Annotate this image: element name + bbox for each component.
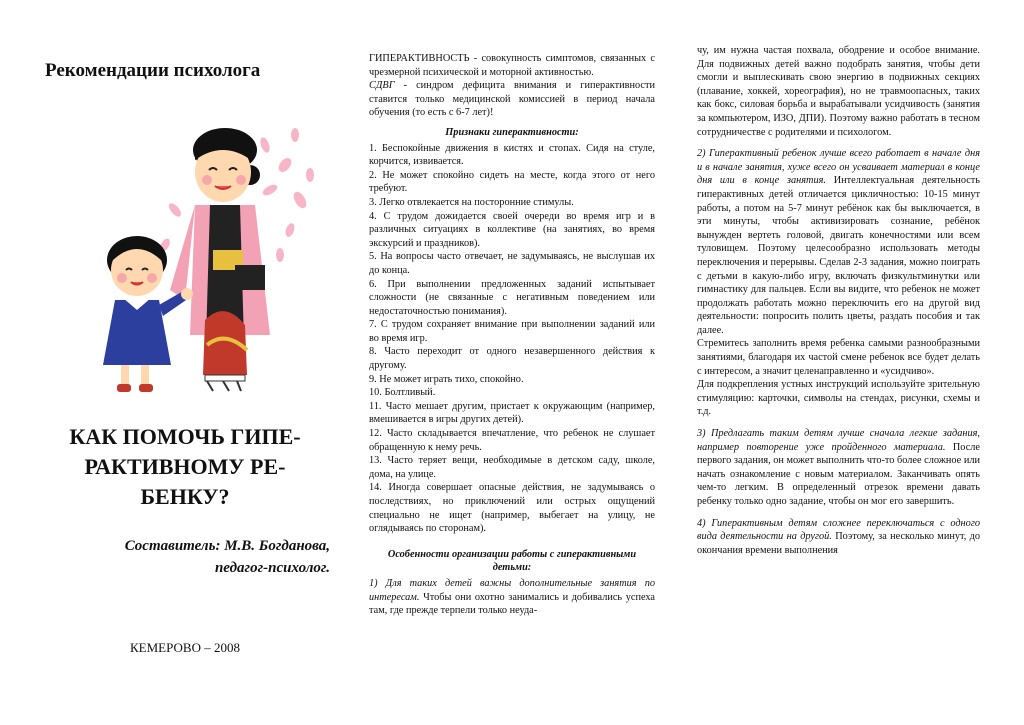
recommendation-3-body: После первого задания, он может выполнить что-то более сложное или начать ознакомление с новым материалом. Заканчивать опять чем-то легким. В определенный отрезок времени давать ребенку только одно задание, чтобы он мог его завершить. xyxy=(697,441,980,507)
list-item: 6. При выполнении предложенных заданий испытывает сложности (не связанные с негативным поведением или недостаточностью понимания). xyxy=(369,278,655,317)
author-line: педагог-психолог. xyxy=(214,560,330,576)
city-year: КЕМЕРОВО – 2008 xyxy=(130,640,240,655)
list-item: 13. Часто теряет вещи, необходимые в детском саду, школе, дома, на улице. xyxy=(369,455,655,480)
paragraph: Для подкрепления устных инструкций используйте зрительную стимуляцию: карточки, символы на стендах, рисунки, схемы и т.д. xyxy=(697,379,980,418)
recommendation-1-continued: чу, им нужна частая похвала, ободрение и особое внимание. Для подвижных детей важно подобрать занятия, чтобы дети смогли и выплескивать свою энергию в подвижных секциях (плавание, хоккей, хореография), но не травмоопасных, таких как бокс, силовая борьба и вырабатывали усидчивость (занятия за компьютером, ИЗО, ДПИ). Поэтому важно работать в тесном сотрудничестве с родителями и психологом. xyxy=(697,45,980,138)
author-block xyxy=(75,535,330,579)
recommendation-4 xyxy=(697,517,980,558)
list-item: 12. Часто складывается впечатление, что ребенок не слушает обращенную к нему речь. xyxy=(369,428,655,453)
list-item: 1. Беспокойные движения в кистях и стопах. Сидя на стуле, корчится, извивается. xyxy=(369,142,655,168)
list-item: 4. С трудом дожидается своей очереди во время игр и в различных ситуациях в коллективе (на занятиях, во время экскурсий и праздников). xyxy=(369,210,655,249)
mother-and-child-illustration xyxy=(95,120,325,410)
recommendation-2 xyxy=(697,147,980,337)
mother-figure xyxy=(170,128,270,391)
list-item: 14. Иногда совершает опасные действия, не задумываясь о последствиях, но приключений или острых ощущений специально не ищет (например, выбегает на улицу, не оглядываясь по сторонам). xyxy=(369,482,655,535)
recommendation-2-body: Интеллектуальная деятельность гиперактивных детей отличается цикличностью: 10-15 минут работы, а потом на 5-7 минут ребёнок как бы выключается, в эти минуты, чтобы активизировать сознание, ребёнок вынужден вертеть головой, двигать конечностями или всем туловищем. Поэтому целесообразно использовать методы переключения и перерывы. Сделав 2-3 задания, можно поиграть с детьми в какую-либо игру, включать физкультминутки или гимнастику для пальцев. Если вы видите, что ребенок не может продолжать работать можно переключить его на другой вид деятельности: попросить полить цветы, раздать пособия и так далее. xyxy=(697,175,980,336)
recommendation-3 xyxy=(697,427,980,509)
middle-column xyxy=(369,52,655,618)
recommendation-1-body: Чтобы они охотно занимались и добивались успеха там, где прежде терпели только неуда- xyxy=(369,591,655,617)
cover-heading: Рекомендации психолога xyxy=(45,60,261,81)
title-line: БЕНКУ? xyxy=(140,484,230,509)
list-item: 3. Легко отвлекается на посторонние стимулы. xyxy=(369,196,574,208)
list-item: 9. Не может играть тихо, спокойно. xyxy=(369,373,524,385)
adhd-definition: - синдром дефицита внимания и гиперактивности ставится только медицинской комиссией в период начала обучения (то есть с 6-7 лет)! xyxy=(369,80,655,119)
recommendation-1-lead: 1) Для таких детей важны дополнительные занятия по интересам. xyxy=(369,577,655,603)
recommendation-2-lead: 2) Гиперактивный ребенок лучше всего работает в начале дня и в начале занятия, хуже всего он усваивает материал в конце дня или в конце занятия. xyxy=(697,148,980,187)
title-line: РАКТИВНОМУ РЕ- xyxy=(84,454,286,479)
recommendation-3-lead: 3) Предлагать таким детям лучше сначала легкие задания, например повторение уже пройденного материала. xyxy=(697,428,980,453)
right-column xyxy=(697,44,980,557)
list-item: 10. Болтливый. xyxy=(369,387,436,399)
recommendation-4-lead: 4) Гиперактивным детям сложнее переключаться с одного вида деятельности на другой. xyxy=(697,517,980,543)
definition-adhd xyxy=(369,79,655,120)
title-line: КАК ПОМОЧЬ ГИПЕ- xyxy=(69,424,301,449)
list-item: 7. С трудом сохраняет внимание при выполнении заданий или во время игр. xyxy=(369,319,655,344)
paragraph: Стремитесь заполнить время ребенка самыми разнообразными занятиями, благодаря их частой смене ребенок все будет делать с интересом, а значит целенаправленно и «усидчиво». xyxy=(697,338,980,377)
adhd-term: СДВГ xyxy=(369,80,395,92)
list-item: 2. Не может спокойно сидеть на месте, когда этого от него требуют. xyxy=(369,169,655,195)
brochure-title xyxy=(40,422,330,512)
organization-title: Особенности организации работы с гиперактивными детьми: xyxy=(387,548,637,574)
list-item: 8. Часто переходит от одного незавершенного действия к другому. xyxy=(369,346,655,372)
signs-list xyxy=(369,142,655,536)
recommendation-4-body: Поэтому, за несколько минут, до окончания времени выполнения xyxy=(697,531,980,556)
list-item: 11. Часто мешает другим, пристает к окружающим (например, вмешивается в игры других детей). xyxy=(369,400,655,426)
definition-hyperactivity: ГИПЕРАКТИВНОСТЬ - совокупность симптомов, связанных с чрезмерной психической и моторной активностью. xyxy=(369,53,655,78)
author-line: Составитель: М.В. Богданова, xyxy=(124,538,330,554)
list-item: 5. На вопросы часто отвечает, не задумываясь, не выслушав их до конца. xyxy=(369,251,655,276)
cover-panel xyxy=(0,0,360,725)
recommendation-1 xyxy=(369,577,655,618)
signs-title: Признаки гиперактивности: xyxy=(445,126,579,138)
